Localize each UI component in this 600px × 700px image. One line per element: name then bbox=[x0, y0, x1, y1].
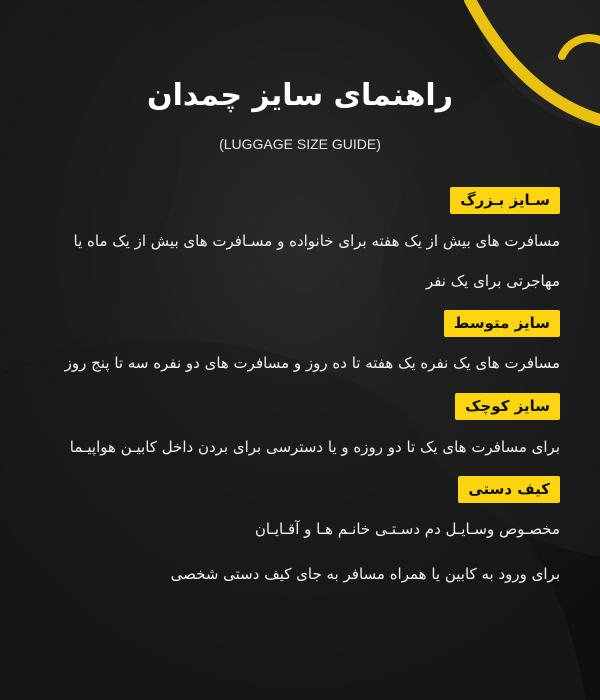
section-line: مسافرت های بیش از یک هفته برای خانواده و مسـافرت های بیش از یک ماه یا bbox=[73, 232, 560, 250]
page-title: راهنمای سایز چمدان bbox=[146, 78, 453, 113]
section-line: مخصـوص وسـایـل دم دسـتـی خانـم هـا و آقـایـان bbox=[254, 520, 560, 538]
section-heading-medium: سایز متوسط bbox=[444, 310, 560, 337]
section-line: برای ورود به کابین یا همراه مسافر به جای کیف دستی شخصی bbox=[170, 565, 560, 583]
section-heading-small: سایز کوچک bbox=[455, 393, 560, 420]
section-heading-large: سـایز بـزرگ bbox=[450, 187, 560, 214]
section-heading-handbag: کیف دستی bbox=[458, 476, 560, 503]
section-line: مهاجرتی برای یک نفر bbox=[425, 272, 560, 290]
section-line: برای مسافرت های یک تا دو روزه و یا دسترسی برای بردن داخل کابیـن هواپیـما bbox=[69, 438, 560, 456]
page-subtitle: (LUGGAGE SIZE GUIDE) bbox=[219, 136, 381, 152]
section-line: مسافرت های یک نفره یک هفته تا ده روز و مسافرت های دو نفره سه تا پنج روز bbox=[64, 354, 560, 372]
